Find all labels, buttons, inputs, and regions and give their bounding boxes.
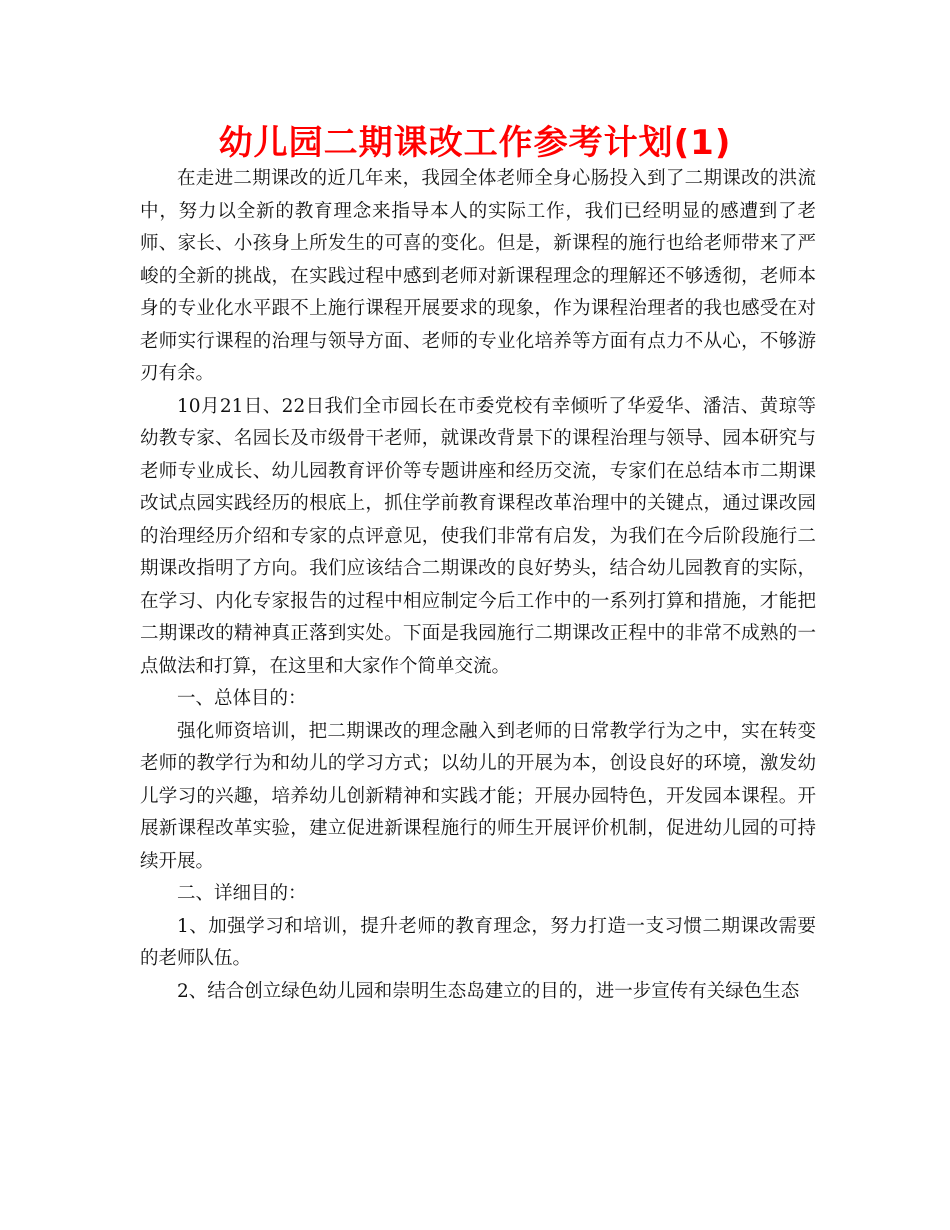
- paragraph-goal-2: 2、结合创立绿色幼儿园和崇明生态岛建立的目的，进一步宣传有关绿色生态: [177, 980, 800, 1002]
- paragraph-intro: 在走进二期课改的近几年来，我园全体老师全身心肠投入到了二期课改的洪流中，努力以全新的教育理念来指导本人的实际工作，我们已经明显的感遭到了老师、家长、小孩身上所发生的可喜的变化。但是，新课程的施行也给老师带来了严峻的全新的挑战，在实践过程中感到老师对新课程理念的理解还不够透彻，老师本身的专业化水平跟不上施行课程开展要求的现象，作为课程治理者的我也感受在对老师实行课程的治理与领导方面、老师的专业化培养等方面有点力不从心，不够游刃有余。: [140, 168, 816, 384]
- document-title: 幼儿园二期课改工作参考计划(1): [218, 123, 732, 163]
- heading-detailed-goals: 二、详细目的：: [177, 883, 307, 904]
- paragraph-overall-goal: 强化师资培训，把二期课改的理念融入到老师的日常教学行为之中，实在转变老师的教学行为和幼儿的学习方式；以幼儿的开展为本，创设良好的环境，激发幼儿学习的兴趣，培养幼儿创新精神和实践才能；开展办园特色，开发园本课程。开展新课程改革实验，建立促进新课程施行的师生开展评价机制，促进幼儿园的可持续开展。: [140, 720, 816, 872]
- paragraph-lecture: 10月21日、22日我们全市园长在市委党校有幸倾听了华爱华、潘洁、黄琼等幼教专家、名园长及市级骨干老师，就课改背景下的课程治理与领导、园本研究与老师专业成长、幼儿园教育评价等专题讲座和经历交流，专家们在总结本市二期课改试点园实践经历的根底上，抓住学前教育课程改革治理中的关键点，通过课改园的治理经历介绍和专家的点评意见，使我们非常有启发，为我们在今后阶段施行二期课改指明了方向。我们应该结合二期课改的良好势头，结合幼儿园教育的实际，在学习、内化专家报告的过程中相应制定今后工作中的一系列打算和措施，才能把二期课改的精神真正落到实处。下面是我园施行二期课改正程中的非常不成熟的一点做法和打算，在这里和大家作个简单交流。: [140, 395, 816, 677]
- paragraph-goal-1: 1、加强学习和培训，提升老师的教育理念，努力打造一支习惯二期课改需要的老师队伍。: [140, 915, 816, 969]
- heading-overall-goal: 一、总体目的：: [177, 688, 307, 709]
- document-body: [140, 163, 816, 1008]
